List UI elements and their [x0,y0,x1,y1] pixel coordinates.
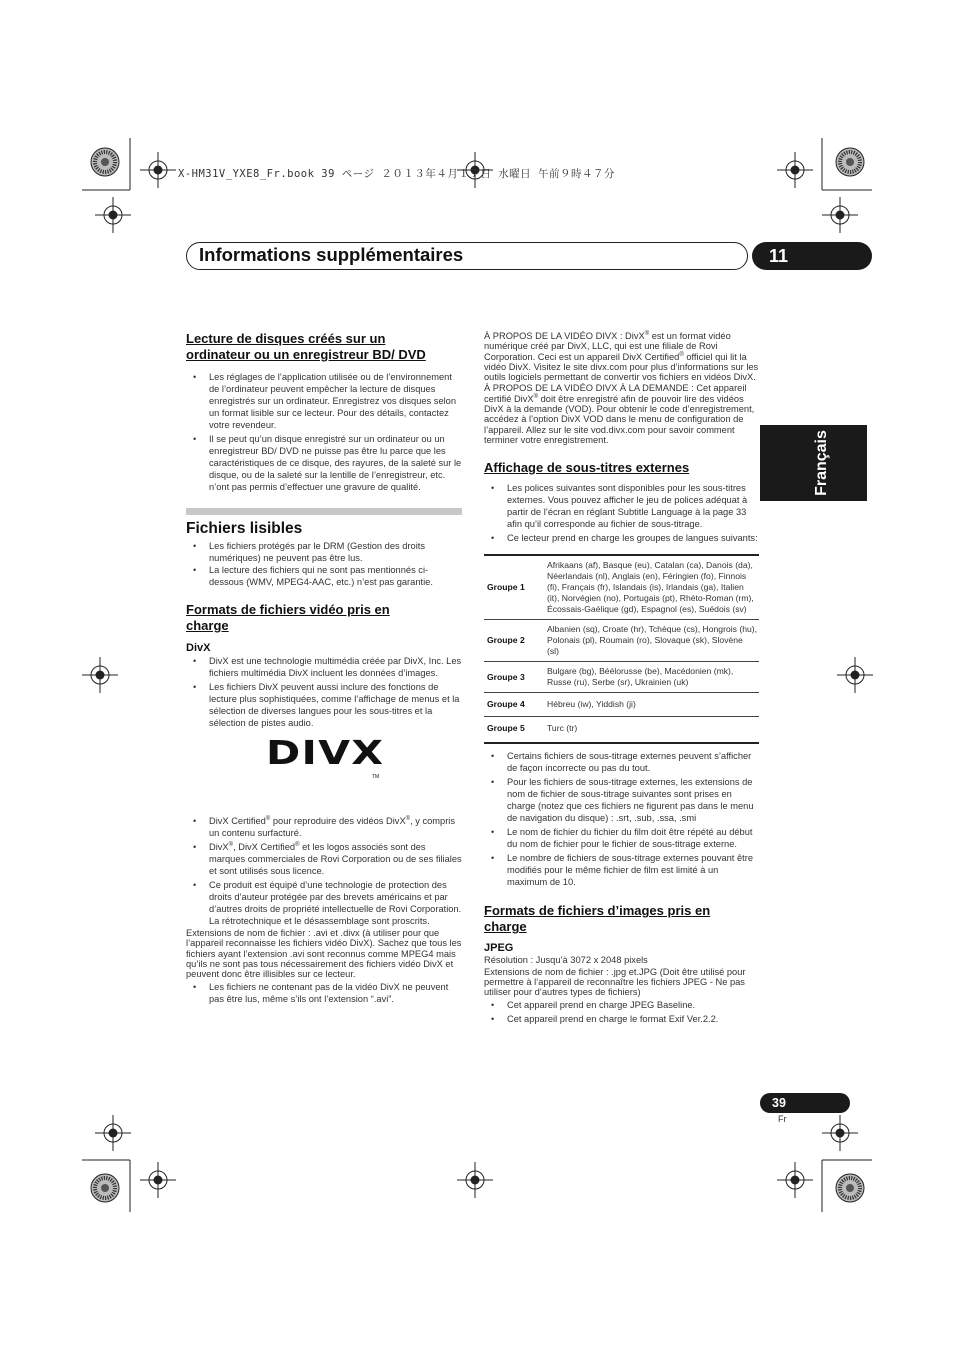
section-title-external-subtitles: Affichage de sous-titres externes [484,460,690,476]
list-item: • Le nom de fichier du fichier du film doit être répété au début du nom de fichier pour le fichier de sous-titrage externe. [484,826,759,850]
section-title-video-formats: Formats de fichiers vidéo pris en charge [186,602,390,633]
table-cell-languages: Afrikaans (af), Basque (eu), Catalan (ca), Danois (da), Néerlandais (nl), Anglais (en), Féringien (fo), Finnois (fi), Français (fr), Islandais (is), Irlandais (ga), Italien (it), Norvégien (no), Portugais (pt), Rhéto-Roman (rm), Écossais-Gaélique (gd), Espagnol (es), Suédois (sv) [545,555,759,620]
section-divider [186,508,462,515]
about-divx-paragraph: À PROPOS DE LA VIDÉO DIVX : DivX® est un format vidéo numérique créé par DivX, LLC, qui est une filiale de Rovi Corporation. Ceci est un appareil DivX Certified® officiel qui lit la vidéo DivX. Visitez le site divx.com pour plus d’informations sur les outils logiciels permettant de convertir vos fichiers en vidéos DivX. [484,330,759,383]
right-column [484,331,759,1025]
list-item: • Les fichiers ne contenant pas de la vidéo DivX ne peuvent pas être lus, même s’ils ont l’extension “.avi”. [186,981,462,1005]
divx-logo-tm: TM [372,774,380,780]
list-item: • Cet appareil prend en charge le format Exif Ver.2.2. [484,1013,759,1025]
playable-files-list [186,540,462,588]
subtitles-notes-list [484,750,759,888]
table-row [484,717,759,744]
list-item: • Les fichiers protégés par le DRM (Gestion des droits numériques) ne peuvent pas être lus. [186,540,462,564]
avi-list [186,981,462,1005]
list-item: • Cet appareil prend en charge JPEG Baseline. [484,999,759,1011]
table-row [484,662,759,693]
subtitles-list [484,482,759,544]
jpeg-list [484,999,759,1025]
list-item: • Les polices suivantes sont disponibles pour les sous-titres externes. Vous pouvez afficher le jeu de polices adéquat à partir de l’écran en réglant Subtitle Language à la page 33 afin qu’il corresponde au fichier de sous-titrage. [484,482,759,530]
page-language-code: Fr [778,1114,787,1124]
list-item: • Ce produit est équipé d’une technologie de protection des droits d’auteur protégée par des brevets américains et par d’autres droits de propriété intellectuelle de Rovi Corporation. La rétrotechnique et le désassemblage sont proscrits. [186,879,462,927]
jpeg-extensions: Extensions de nom de fichier : .jpg et.JPG (Doit être utilisé pour permettre à l’appareil de reconnaître les fichiers JPEG - Ne pas utiliser pour d’autres types de fichiers) [484,966,746,998]
divx-heading: DivX [186,642,211,654]
list-item: • DivX est une technologie multimédia créée par DivX, Inc. Les fichiers multimédia DivX incluent les données d’images. [186,655,462,679]
extension-paragraph: Extensions de nom de fichier : .avi et .divx (à utiliser pour que l’appareil reconnaisse les fichiers vidéo DivX). Sachez que tous les fichiers ayant l’extension .avi sont reconnus comme MPEG4 mais qu’ils ne sont pas tous nécessairement des fichiers vidéo DivX et peuvent donc être illisibles sur ce lecteur. [186,928,462,980]
list-item: • Les réglages de l’application utilisée ou de l’environnement de l’ordinateur peuvent empêcher la lecture de disques enregistrés sur un ordinateur. Enregistrez vos disques selon un format lisible sur ce lecteur. Pour des détails, contactez votre revendeur. [186,371,462,431]
table-cell-languages: Hébreu (iw), Yiddish (ji) [545,693,759,717]
list-item: • Ce lecteur prend en charge les groupes de langues suivants: [484,532,759,544]
divx-list [186,655,462,729]
language-tab-label: Français [813,430,830,496]
table-cell-group: Groupe 3 [484,662,545,693]
list-item: • Il se peut qu’un disque enregistré sur un ordinateur ou un enregistreur BD/ DVD ne puisse pas être lu parce que les caractéristiques de ce disque, des rayures, de la saleté sur le disque, ou de la saleté sur la lentille de l’enregistreur, etc. n’ont pas permis d’effectuer une gravure de qualité. [186,433,462,493]
divx-logo [186,733,462,801]
left-column [186,331,462,1005]
table-row [484,555,759,620]
table-cell-languages: Turc (tr) [545,717,759,744]
table-cell-group: Groupe 4 [484,693,545,717]
print-line: X-HM31V_YXE8_Fr.book 39 ページ ２０１３年４月１７日 水曜日 午前９時４７分 [178,168,615,180]
list-item: • La lecture des fichiers qui ne sont pas mentionnés ci-dessous (WMV, MPEG4-AAC, etc.) n’est pas garantie. [186,564,462,588]
page-title: Informations supplémentaires [199,244,464,265]
page-number-badge: 39 [760,1093,850,1113]
table-row [484,620,759,662]
divx-logo-text: DIVX [266,733,385,772]
about-vod-paragraph: À PROPOS DE LA VIDÉO DIVX À LA DEMANDE : Cet appareil certifié DivX® doit être enregistré afin de pouvoir lire des vidéos DivX à la demande (VOD). Pour obtenir le code d’enregistrement, accédez à l’option DivX VOD dans le menu de configuration de l’appareil. Allez sur le site vod.divx.com pour savoir comment terminer votre enregistrement. [484,383,755,445]
divx-cert-list [186,815,462,927]
table-cell-group: Groupe 1 [484,555,545,620]
table-cell-languages: Albanien (sq), Croate (hr), Tchèque (cs), Hongrois (hu), Polonais (pl), Roumain (ro), Slovaque (sk), Slovène (sl) [545,620,759,662]
section-title-disc-reading: Lecture de disques créés sur un ordinateur ou un enregistreur BD/ DVD [186,331,426,362]
section-title-playable-files: Fichiers lisibles [186,520,303,537]
list-item: • DivX®, DivX Certified® et les logos associés sont des marques commerciales de Rovi Corporation ou de ses filiales et sont utilisés sous licence. [186,841,462,877]
section-title-image-formats: Formats de fichiers d’images pris en charge [484,903,711,935]
table-row [484,693,759,717]
language-groups-table [484,554,759,744]
list-item: • Le nombre de fichiers de sous-titrage externes pouvant être modifiés pour le même fichier de film est limité à un maximum de 10. [484,852,759,888]
list-item: • Pour les fichiers de sous-titrage externes, les extensions de nom de fichier de sous-titrage suivantes sont prises en charge (notez que ces fichiers ne figurent pas dans le menu de navigation du disque) : .srt, .sub, .ssa, .smi [484,776,759,824]
disc-reading-list [186,371,462,493]
table-cell-group: Groupe 5 [484,717,545,744]
list-item: • DivX Certified® pour reproduire des vidéos DivX®, y compris un contenu surfacturé. [186,815,462,839]
jpeg-heading: JPEG [484,942,514,955]
list-item: • Certains fichiers de sous-titrage externes peuvent s’afficher de façon incorrecte ou pas du tout. [484,750,759,774]
jpeg-resolution: Résolution : Jusqu’à 3072 x 2048 pixels [484,955,648,966]
table-cell-group: Groupe 2 [484,620,545,662]
language-tab [760,425,867,501]
list-item: • Les fichiers DivX peuvent aussi inclure des fonctions de lecture plus sophistiquées, comme l’affichage de menus et la sélection de diverses langues pour les sous-titres et la sélection de pistes audio. [186,681,462,729]
chapter-badge: 11 [752,242,872,270]
table-cell-languages: Bulgare (bg), Béélorusse (be), Macédonien (mk), Russe (ru), Serbe (sr), Ukrainien (uk) [545,662,759,693]
